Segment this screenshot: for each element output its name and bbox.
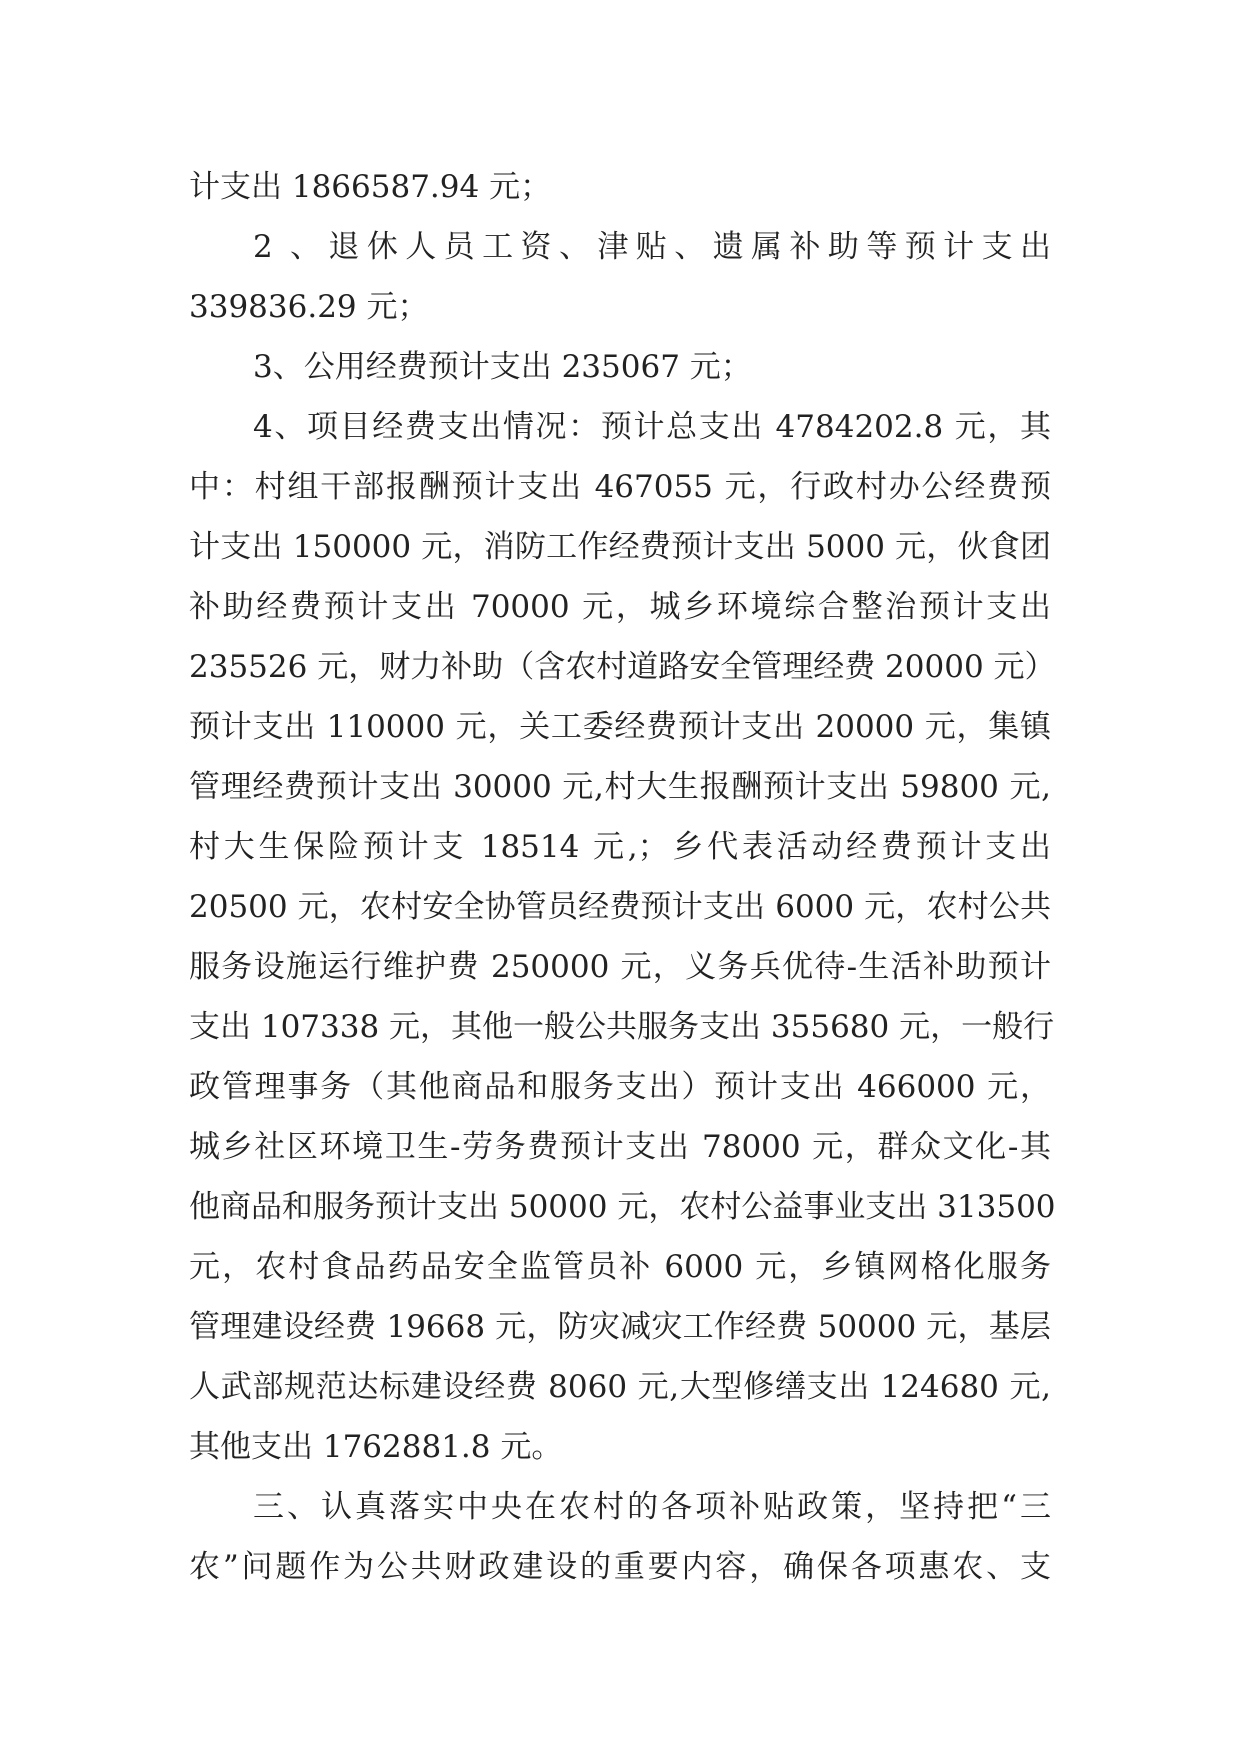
body-line: 支出 107338 元，其他一般公共服务支出 355680 元，一般行 [189, 1009, 1055, 1045]
body-line: 预计支出 110000 元，关工委经费预计支出 20000 元，集镇 [189, 709, 1051, 745]
body-line: 城乡社区环境卫生-劳务费预计支出 78000 元，群众文化-其 [189, 1129, 1051, 1165]
body-line: 339836.29 元； [189, 289, 429, 325]
body-line: 他商品和服务预计支出 50000 元，农村公益事业支出 313500 [189, 1189, 1056, 1225]
document-body [189, 157, 1056, 1597]
body-line: 补助经费预计支出 70000 元，城乡环境综合整治预计支出 [189, 589, 1051, 625]
body-line: 政管理事务（其他商品和服务支出）预计支出 466000 元， [189, 1069, 1051, 1105]
body-line: 管理建设经费 19668 元，防灾减灾工作经费 50000 元，基层 [189, 1309, 1051, 1345]
body-line: 其他支出 1762881.8 元。 [189, 1429, 563, 1465]
body-line: 中：村组干部报酬预计支出 467055 元，行政村办公经费预 [189, 469, 1051, 505]
body-line: 村大生保险预计支 18514 元,；乡代表活动经费预计支出 [189, 829, 1051, 865]
body-line: 2 、退休人员工资、津贴、遗属补助等预计支出 [253, 229, 1051, 265]
body-line: 3、公用经费预计支出 235067 元； [253, 349, 752, 385]
body-line: 235526 元，财力补助（含农村道路安全管理经费 20000 元） [189, 649, 1056, 685]
body-line: 农”问题作为公共财政建设的重要内容，确保各项惠农、支 [189, 1549, 1051, 1585]
body-line: 计支出 150000 元，消防工作经费预计支出 5000 元，伙食团 [189, 529, 1051, 565]
body-line: 人武部规范达标建设经费 8060 元,大型修缮支出 124680 元, [189, 1369, 1051, 1405]
body-line: 服务设施运行维护费 250000 元，义务兵优待-生活补助预计 [189, 949, 1051, 985]
body-line: 计支出 1866587.94 元； [189, 169, 552, 205]
body-line: 20500 元，农村安全协管员经费预计支出 6000 元，农村公共 [189, 889, 1051, 925]
body-line: 三、认真落实中央在农村的各项补贴政策，坚持把“三 [253, 1489, 1051, 1525]
body-line: 管理经费预计支出 30000 元,村大生报酬预计支出 59800 元, [189, 769, 1051, 805]
body-line: 元，农村食品药品安全监管员补 6000 元，乡镇网格化服务 [189, 1249, 1051, 1285]
body-line: 4、项目经费支出情况：预计总支出 4784202.8 元，其 [253, 409, 1051, 445]
